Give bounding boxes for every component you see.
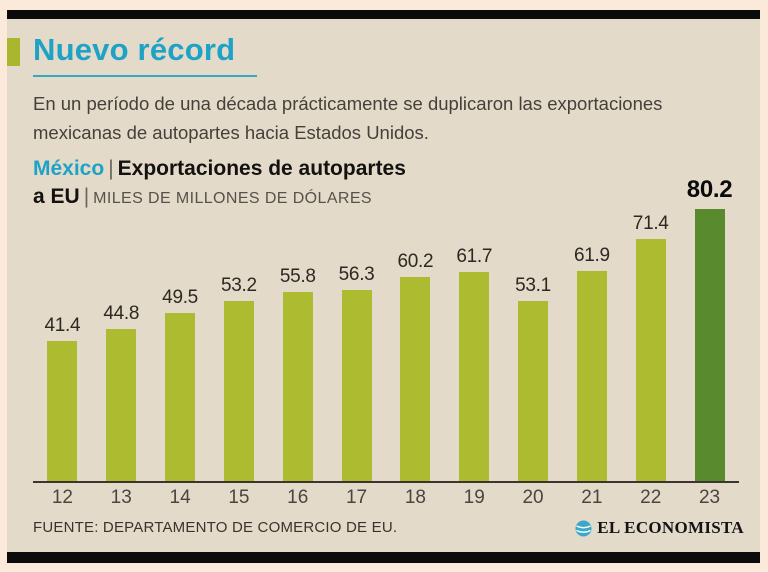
x-tick-label: 23 <box>698 487 721 508</box>
bar-column-2023 <box>680 176 739 481</box>
bar <box>283 292 313 481</box>
bar-value-label: 53.1 <box>515 275 551 296</box>
title-bullet-square <box>7 38 20 66</box>
page-title: Nuevo récord <box>33 32 236 67</box>
bottom-frame-bar <box>7 552 760 563</box>
brand-name: EL ECONOMISTA <box>597 518 744 537</box>
bar-column-2013 <box>92 303 151 481</box>
bar-highlight <box>695 209 725 481</box>
bar-value-label: 55.8 <box>279 266 316 287</box>
bar-value-label: 53.2 <box>221 275 257 296</box>
x-tick-label: 15 <box>228 487 250 508</box>
bar <box>577 271 607 481</box>
x-tick-label: 22 <box>640 487 662 508</box>
x-tick-label: 18 <box>404 487 426 508</box>
bar-value-label: 56.3 <box>338 264 375 285</box>
chart-title-separator-2: | <box>83 185 90 208</box>
bar-column-2021 <box>562 245 621 481</box>
subtitle-line-1: En un período de una década prácticamente se duplicaron las exportaciones <box>33 93 663 114</box>
bar-value-label: 80.2 <box>686 176 733 203</box>
subtitle <box>33 89 662 147</box>
bar-column-2014 <box>151 287 210 481</box>
source-note: FUENTE: DEPARTAMENTO DE COMERCIO DE EU. <box>33 519 398 536</box>
bar <box>459 272 489 481</box>
bar-column-2016 <box>268 266 327 481</box>
bar-column-2015 <box>209 275 268 481</box>
bar-column-2019 <box>445 246 504 481</box>
bar-column-2018 <box>386 251 445 481</box>
title-underline <box>33 75 257 77</box>
x-axis-line <box>33 481 739 483</box>
bar-column-2017 <box>327 264 386 481</box>
bar-column-2012 <box>33 315 92 481</box>
bar-value-label: 41.4 <box>44 315 81 336</box>
bar-value-label: 61.7 <box>456 246 493 267</box>
bar-column-2022 <box>621 213 680 481</box>
subtitle-line-2: mexicanas de autopartes hacia Estados Unidos. <box>33 122 429 143</box>
x-axis-tick-labels <box>33 487 739 509</box>
bar-value-label: 49.5 <box>162 287 198 308</box>
chart-title-separator-1: | <box>108 157 114 180</box>
x-tick-label: 20 <box>522 487 544 508</box>
top-frame-bar <box>7 10 760 19</box>
bar-chart <box>33 176 739 481</box>
bar <box>165 313 195 481</box>
bar <box>636 239 666 481</box>
bar <box>224 301 254 481</box>
chart-title-region: México <box>33 157 105 180</box>
bar-column-2020 <box>504 275 563 481</box>
chart-title-main: Exportaciones de autopartes <box>117 157 406 180</box>
x-tick-label: 16 <box>287 487 309 508</box>
content-panel <box>7 19 760 552</box>
bar <box>400 277 430 481</box>
infographic-poster <box>7 10 760 563</box>
bar-value-label: 60.2 <box>397 251 434 272</box>
chart-units-label: MILES DE MILLONES DE DÓLARES <box>93 190 372 207</box>
bar <box>47 341 77 481</box>
bar-value-label: 61.9 <box>573 245 610 266</box>
brand-logo <box>575 518 744 538</box>
x-tick-label: 14 <box>169 487 191 508</box>
bar <box>518 301 548 481</box>
x-tick-label: 12 <box>51 487 73 508</box>
bar <box>342 290 372 481</box>
x-tick-label: 19 <box>463 487 485 508</box>
bar-value-label: 44.8 <box>103 303 140 324</box>
bar <box>106 329 136 481</box>
x-tick-label: 17 <box>345 487 368 508</box>
x-tick-label: 13 <box>110 487 132 508</box>
el-economista-globe-icon <box>575 520 592 537</box>
x-tick-label: 21 <box>581 487 603 508</box>
chart-title-main-2: a EU <box>33 185 80 208</box>
bar-value-label: 71.4 <box>632 213 669 234</box>
